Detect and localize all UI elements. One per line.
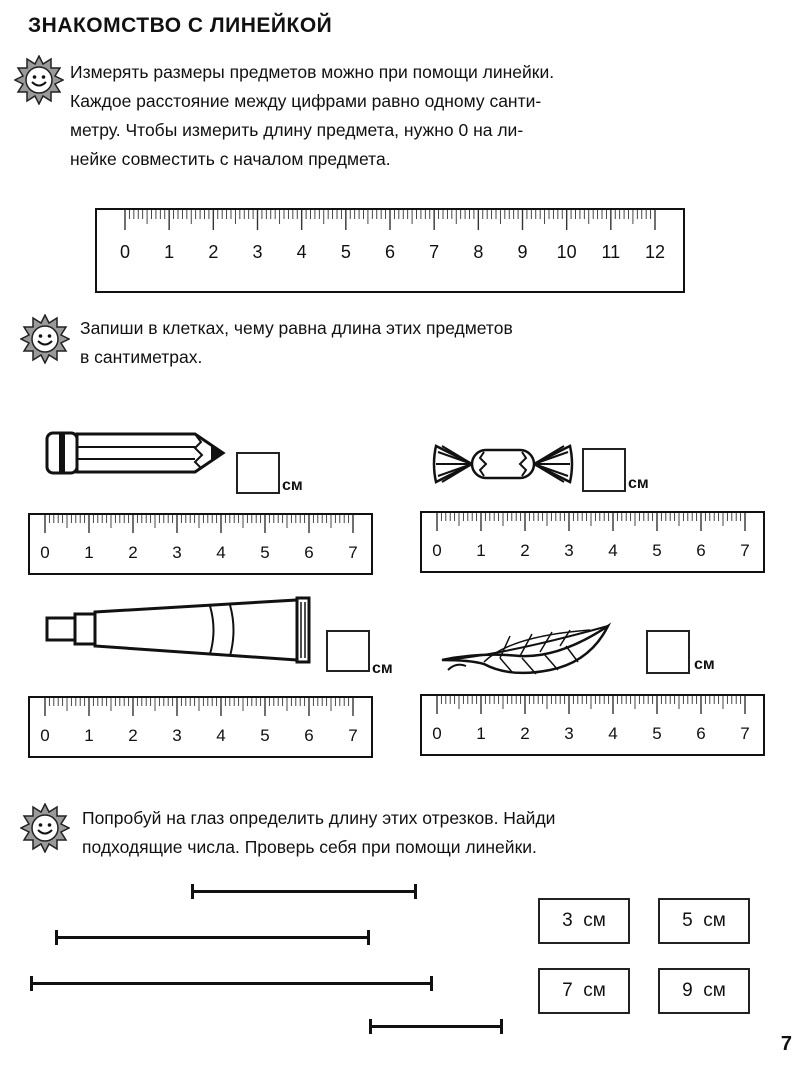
intro-line: Измерять размеры предметов можно при помощи линейки.: [70, 62, 555, 82]
ruler-tick-label: 0: [432, 724, 442, 743]
ruler-tick-label: 1: [84, 543, 94, 562]
feather-icon: [440, 622, 612, 684]
task2-text: [82, 804, 767, 862]
task2-line: Попробуй на глаз определить длину этих отрезков. Найди: [82, 808, 556, 828]
ruler-tick-label: 2: [128, 726, 138, 745]
ruler-tick-label: 5: [652, 541, 662, 560]
intro-line: метру. Чтобы измерить длину предмета, нужно 0 на ли-: [70, 120, 524, 140]
ruler-tick-label: 10: [556, 242, 577, 262]
ruler-tick-label: 4: [608, 541, 618, 560]
task1-text: [80, 314, 768, 372]
choice-label: 9 см: [682, 980, 726, 1001]
ruler-tick-label: 0: [432, 541, 442, 560]
tube-icon: [45, 596, 315, 664]
ruler-tick-label: 6: [696, 724, 706, 743]
candy-icon: [432, 438, 574, 490]
small-ruler-graphic: [420, 511, 765, 573]
task1-line: в сантиметрах.: [80, 347, 203, 367]
answer-box-candy[interactable]: [582, 448, 626, 492]
ruler-candy: [420, 511, 765, 573]
choice-label: 3 см: [562, 910, 606, 931]
ruler-tick-label: 6: [696, 541, 706, 560]
ruler-tick-label: 3: [564, 541, 574, 560]
ruler-tick-label: 1: [164, 242, 175, 262]
unit-label: см: [282, 477, 303, 494]
answer-box-tube[interactable]: [326, 630, 370, 672]
ruler-tick-label: 4: [216, 726, 226, 745]
intro-line: Каждое расстояние между цифрами равно одному санти-: [70, 91, 542, 111]
ruler-tube: [28, 696, 373, 758]
choice-box[interactable]: [658, 968, 750, 1014]
big-ruler-graphic: [95, 208, 685, 293]
page-number: 7: [780, 1033, 792, 1055]
unit-label: см: [628, 475, 649, 492]
ruler-tick-label: 1: [476, 541, 486, 560]
answer-box-pencil[interactable]: [236, 452, 280, 494]
ruler-tick-label: 6: [304, 726, 314, 745]
intro-text: [70, 58, 758, 174]
ruler-tick-label: 7: [740, 724, 750, 743]
ruler-tick-label: 2: [208, 242, 219, 262]
unit-label: см: [694, 656, 715, 673]
pencil-icon: [45, 428, 227, 478]
small-ruler-graphic: [420, 694, 765, 756]
ruler-tick-label: 2: [520, 541, 530, 560]
small-ruler-graphic: [28, 513, 373, 575]
ruler-tick-label: 4: [216, 543, 226, 562]
ruler-tick-label: 7: [348, 543, 358, 562]
choice-label: 5 см: [682, 910, 726, 931]
ruler-tick-label: 3: [252, 242, 263, 262]
ruler-tick-label: 12: [644, 242, 666, 262]
ruler-tick-label: 4: [608, 724, 618, 743]
ruler-tick-label: 8: [473, 242, 484, 262]
choice-box[interactable]: [538, 898, 630, 944]
choice-label: 7 см: [562, 980, 606, 1001]
ruler-tick-label: 5: [260, 543, 270, 562]
task2-line: подходящие числа. Проверь себя при помощи линейки.: [82, 837, 537, 857]
ruler-tick-label: 3: [564, 724, 574, 743]
ruler-tick-label: 3: [172, 726, 182, 745]
ruler-tick-label: 2: [520, 724, 530, 743]
intro-line: нейке совместить с началом предмета.: [70, 149, 391, 169]
page-title: ЗНАКОМСТВО С ЛИНЕЙКОЙ: [28, 14, 333, 37]
line-segment: [30, 982, 433, 985]
small-ruler-graphic: [28, 696, 373, 758]
unit-label: см: [372, 660, 393, 677]
ruler-tick-label: 0: [119, 242, 131, 262]
ruler-tick-label: 2: [128, 543, 138, 562]
ruler-tick-label: 1: [84, 726, 94, 745]
ruler-tick-label: 5: [652, 724, 662, 743]
ruler-pencil: [28, 513, 373, 575]
ruler-tick-label: 7: [348, 726, 358, 745]
ruler-tick-label: 6: [304, 543, 314, 562]
sun-icon: [20, 803, 70, 853]
big-ruler: [95, 208, 685, 293]
choice-box[interactable]: [658, 898, 750, 944]
line-segment: [55, 936, 370, 939]
sun-icon: [14, 55, 64, 105]
ruler-tick-label: 9: [517, 242, 528, 262]
ruler-tick-label: 5: [340, 242, 351, 262]
ruler-tick-label: 7: [740, 541, 750, 560]
ruler-tick-label: 6: [384, 242, 396, 262]
ruler-tick-label: 3: [172, 543, 182, 562]
ruler-tick-label: 0: [40, 543, 50, 562]
ruler-tick-label: 11: [601, 242, 621, 262]
ruler-tick-label: 4: [296, 242, 307, 262]
ruler-tick-label: 5: [260, 726, 270, 745]
line-segment: [369, 1025, 503, 1028]
choice-box[interactable]: [538, 968, 630, 1014]
sun-icon: [20, 314, 70, 364]
answer-box-feather[interactable]: [646, 630, 690, 674]
ruler-tick-label: 1: [476, 724, 486, 743]
ruler-tick-label: 7: [429, 242, 440, 262]
ruler-feather: [420, 694, 765, 756]
task1-line: Запиши в клетках, чему равна длина этих предметов: [80, 318, 513, 338]
line-segment: [191, 890, 417, 893]
ruler-tick-label: 0: [40, 726, 50, 745]
